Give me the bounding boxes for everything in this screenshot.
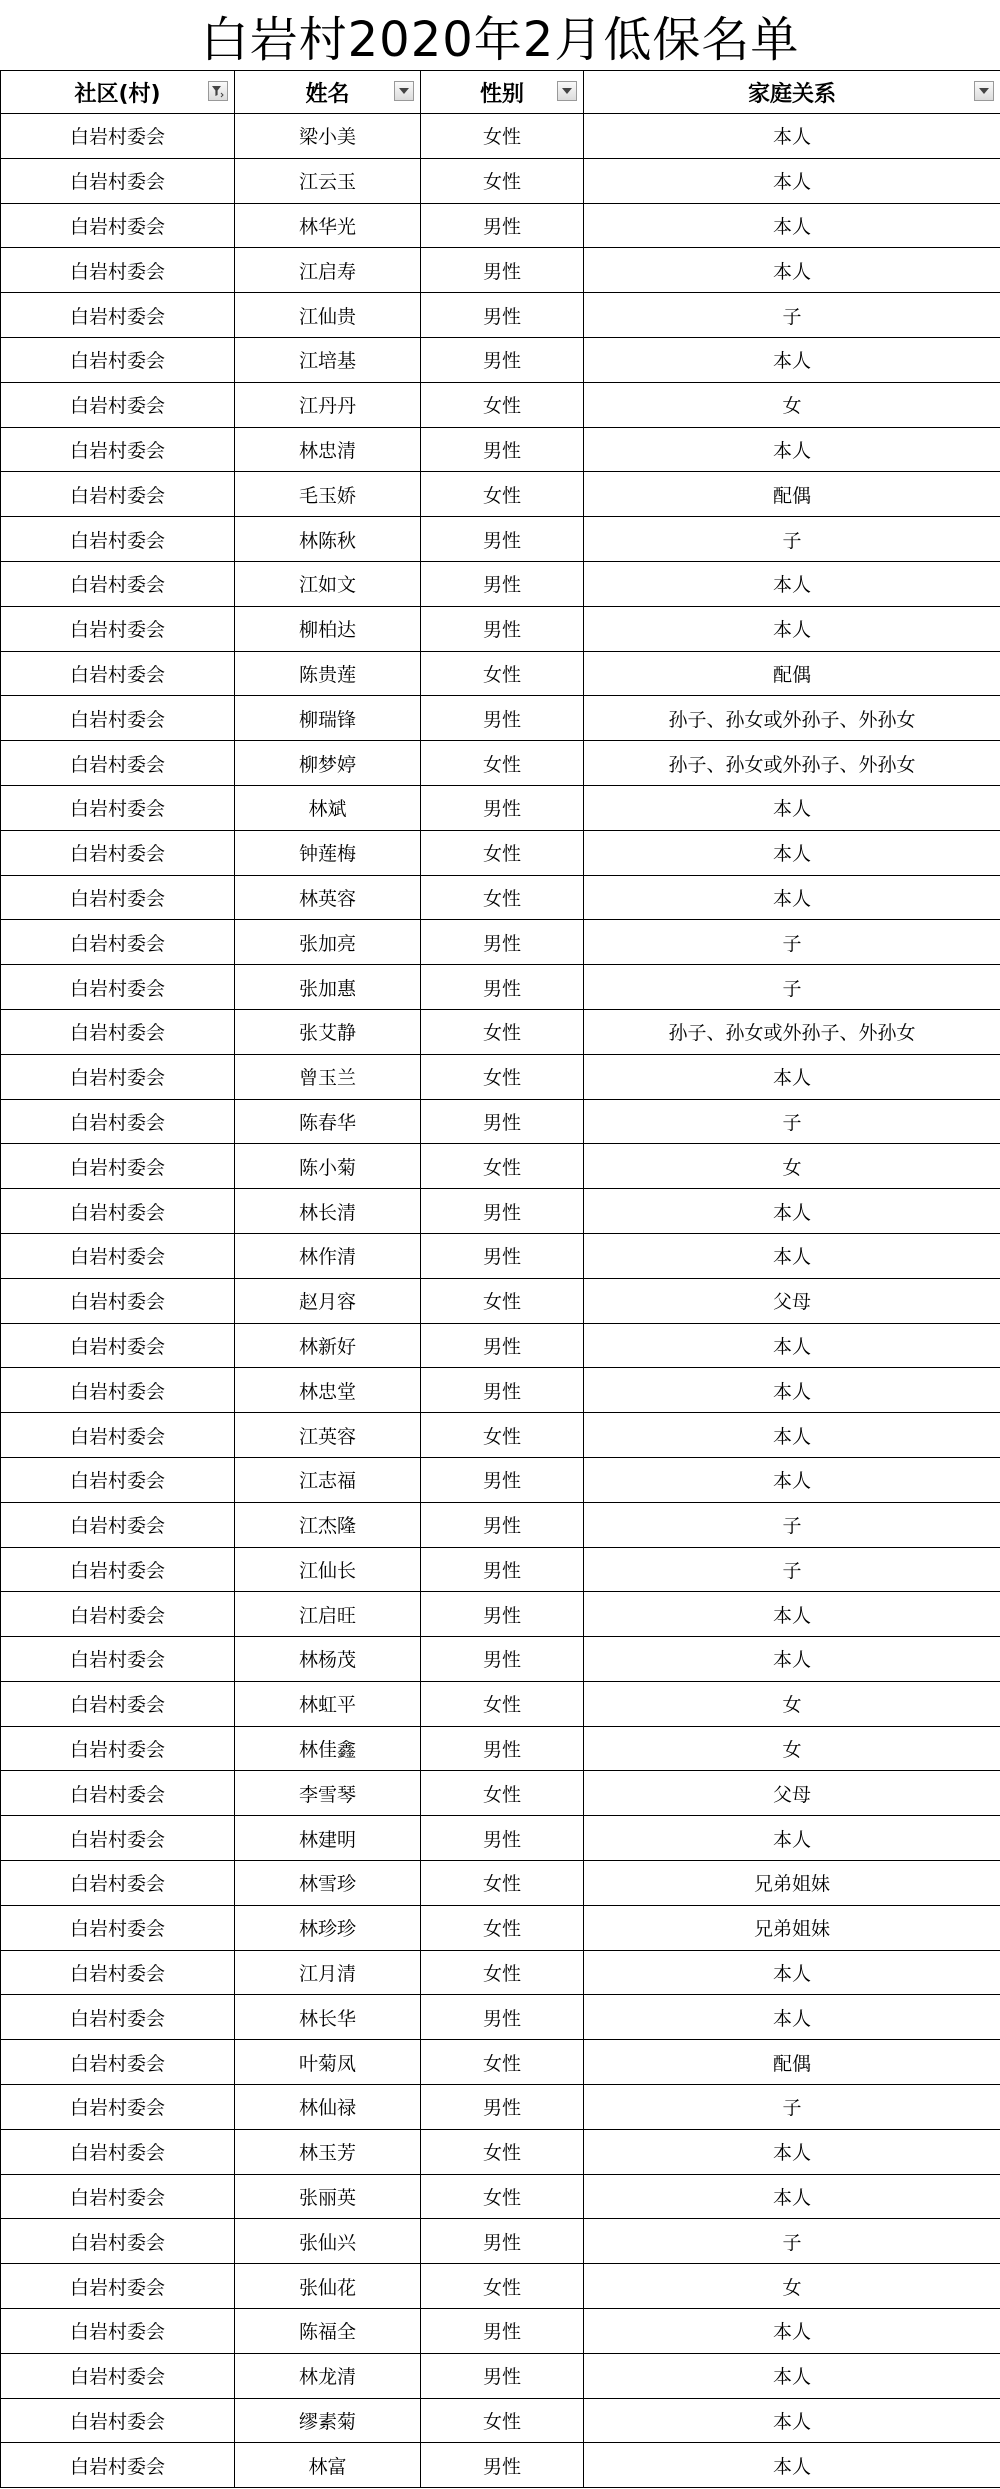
cell-name[interactable]: 柳柏达	[235, 606, 421, 651]
table-row	[1, 1368, 1000, 1413]
cell-relation[interactable]: 子	[584, 1547, 1000, 1592]
cell-name[interactable]: 江启旺	[235, 1592, 421, 1637]
cell-gender[interactable]: 女性	[421, 2398, 584, 2443]
cell-gender[interactable]: 女性	[421, 2129, 584, 2174]
cell-relation[interactable]: 女	[584, 2264, 1000, 2309]
cell-gender[interactable]: 男性	[421, 920, 584, 965]
dropdown-arrow-icon	[562, 88, 572, 94]
cell-gender[interactable]: 女性	[421, 651, 584, 696]
cell-gender[interactable]: 男性	[421, 203, 584, 248]
cell-relation[interactable]: 本人	[584, 606, 1000, 651]
cell-name[interactable]: 林忠清	[235, 427, 421, 472]
cell-name[interactable]: 梁小美	[235, 114, 421, 159]
cell-gender[interactable]: 女性	[421, 875, 584, 920]
cell-gender[interactable]: 男性	[421, 1726, 584, 1771]
table-row	[1, 427, 1000, 472]
cell-gender[interactable]: 男性	[421, 1099, 584, 1144]
table-row	[1, 830, 1000, 875]
cell-community[interactable]: 白岩村委会	[1, 1054, 235, 1099]
column-header-name-label: 姓名	[305, 81, 350, 107]
table-row	[1, 1592, 1000, 1637]
cell-relation[interactable]: 本人	[584, 114, 1000, 159]
cell-community[interactable]: 白岩村委会	[1, 382, 235, 427]
cell-community[interactable]: 白岩村委会	[1, 1009, 235, 1054]
cell-relation[interactable]: 子	[584, 517, 1000, 562]
cell-name[interactable]: 缪素菊	[235, 2398, 421, 2443]
cell-community[interactable]: 白岩村委会	[1, 1278, 235, 1323]
column-header-community	[1, 71, 235, 114]
cell-name[interactable]: 叶菊凤	[235, 2040, 421, 2085]
cell-relation[interactable]: 配偶	[584, 651, 1000, 696]
dropdown-arrow-icon	[979, 88, 989, 94]
cell-community[interactable]: 白岩村委会	[1, 1995, 235, 2040]
cell-community[interactable]: 白岩村委会	[1, 1681, 235, 1726]
cell-name[interactable]: 江英容	[235, 1413, 421, 1458]
cell-gender[interactable]: 女性	[421, 1278, 584, 1323]
table-row	[1, 1233, 1000, 1278]
cell-name[interactable]: 林建明	[235, 1816, 421, 1861]
cell-community[interactable]: 白岩村委会	[1, 561, 235, 606]
cell-name[interactable]: 林长清	[235, 1189, 421, 1234]
cell-community[interactable]: 白岩村委会	[1, 965, 235, 1010]
cell-gender[interactable]: 男性	[421, 1592, 584, 1637]
cell-relation[interactable]: 本人	[584, 2129, 1000, 2174]
cell-gender[interactable]: 男性	[421, 1502, 584, 1547]
cell-relation[interactable]: 本人	[584, 2353, 1000, 2398]
cell-community[interactable]: 白岩村委会	[1, 1905, 235, 1950]
cell-name[interactable]: 江培基	[235, 337, 421, 382]
table-row	[1, 382, 1000, 427]
column-header-relation	[584, 71, 1000, 114]
cell-name[interactable]: 江丹丹	[235, 382, 421, 427]
cell-community[interactable]: 白岩村委会	[1, 2219, 235, 2264]
table-row	[1, 1637, 1000, 1682]
cell-relation[interactable]: 本人	[584, 1950, 1000, 1995]
cell-community[interactable]: 白岩村委会	[1, 1189, 235, 1234]
table-row	[1, 1547, 1000, 1592]
cell-gender[interactable]: 女性	[421, 2174, 584, 2219]
cell-community[interactable]: 白岩村委会	[1, 517, 235, 562]
cell-relation[interactable]: 本人	[584, 1413, 1000, 1458]
cell-relation[interactable]: 本人	[584, 337, 1000, 382]
table-row	[1, 1009, 1000, 1054]
cell-relation[interactable]: 父母	[584, 1278, 1000, 1323]
cell-name[interactable]: 林斌	[235, 785, 421, 830]
table-row	[1, 1054, 1000, 1099]
cell-community[interactable]: 白岩村委会	[1, 1547, 235, 1592]
cell-community[interactable]: 白岩村委会	[1, 337, 235, 382]
table-row	[1, 1278, 1000, 1323]
cell-gender[interactable]: 女性	[421, 382, 584, 427]
cell-relation[interactable]: 本人	[584, 158, 1000, 203]
cell-name[interactable]: 陈福全	[235, 2309, 421, 2354]
cell-gender[interactable]: 男性	[421, 2219, 584, 2264]
table-row	[1, 2129, 1000, 2174]
table-row	[1, 2353, 1000, 2398]
table-row	[1, 337, 1000, 382]
cell-relation[interactable]: 子	[584, 1099, 1000, 1144]
cell-community[interactable]: 白岩村委会	[1, 1144, 235, 1189]
cell-gender[interactable]: 女性	[421, 2040, 584, 2085]
cell-name[interactable]: 江如文	[235, 561, 421, 606]
filter-dropdown-button-gender[interactable]	[557, 81, 577, 101]
cell-community[interactable]: 白岩村委会	[1, 2353, 235, 2398]
cell-gender[interactable]: 男性	[421, 965, 584, 1010]
table-row	[1, 517, 1000, 562]
cell-community[interactable]: 白岩村委会	[1, 1816, 235, 1861]
cell-gender[interactable]: 男性	[421, 785, 584, 830]
cell-name[interactable]: 林珍珍	[235, 1905, 421, 1950]
cell-relation[interactable]: 子	[584, 965, 1000, 1010]
cell-community[interactable]: 白岩村委会	[1, 2309, 235, 2354]
cell-name[interactable]: 张加惠	[235, 965, 421, 1010]
cell-name[interactable]: 林富	[235, 2443, 421, 2488]
table-row	[1, 1905, 1000, 1950]
cell-community[interactable]: 白岩村委会	[1, 2443, 235, 2488]
table-row	[1, 2309, 1000, 2354]
cell-gender[interactable]: 男性	[421, 1233, 584, 1278]
cell-relation[interactable]: 本人	[584, 1457, 1000, 1502]
column-header-relation-label: 家庭关系	[747, 81, 836, 107]
cell-community[interactable]: 白岩村委会	[1, 1861, 235, 1906]
cell-community[interactable]: 白岩村委会	[1, 830, 235, 875]
cell-community[interactable]: 白岩村委会	[1, 158, 235, 203]
cell-name[interactable]: 林新好	[235, 1323, 421, 1368]
cell-relation[interactable]: 配偶	[584, 2040, 1000, 2085]
cell-name[interactable]: 江仙贵	[235, 293, 421, 338]
cell-gender[interactable]: 男性	[421, 517, 584, 562]
filter-funnel-icon	[210, 83, 226, 99]
cell-relation[interactable]: 子	[584, 2219, 1000, 2264]
cell-relation[interactable]: 本人	[584, 2174, 1000, 2219]
filter-dropdown-button-relation[interactable]	[974, 81, 994, 101]
cell-gender[interactable]: 女性	[421, 158, 584, 203]
table-row	[1, 920, 1000, 965]
cell-name[interactable]: 赵月容	[235, 1278, 421, 1323]
cell-community[interactable]: 白岩村委会	[1, 1457, 235, 1502]
cell-name[interactable]: 柳梦婷	[235, 741, 421, 786]
cell-community[interactable]: 白岩村委会	[1, 1592, 235, 1637]
cell-relation[interactable]: 女	[584, 1681, 1000, 1726]
cell-relation[interactable]: 本人	[584, 875, 1000, 920]
table-row	[1, 1950, 1000, 1995]
cell-community[interactable]: 白岩村委会	[1, 1637, 235, 1682]
cell-name[interactable]: 林长华	[235, 1995, 421, 2040]
cell-gender[interactable]: 男性	[421, 606, 584, 651]
cell-community[interactable]: 白岩村委会	[1, 785, 235, 830]
table-row	[1, 1457, 1000, 1502]
cell-relation[interactable]: 子	[584, 293, 1000, 338]
cell-community[interactable]: 白岩村委会	[1, 114, 235, 159]
table-row	[1, 561, 1000, 606]
table-row	[1, 1771, 1000, 1816]
table-row	[1, 158, 1000, 203]
cell-gender[interactable]: 女性	[421, 1054, 584, 1099]
cell-gender[interactable]: 女性	[421, 1144, 584, 1189]
table-row	[1, 1726, 1000, 1771]
cell-gender[interactable]: 女性	[421, 114, 584, 159]
cell-relation[interactable]: 兄弟姐妹	[584, 1861, 1000, 1906]
table-row	[1, 2398, 1000, 2443]
table-row	[1, 2264, 1000, 2309]
cell-name[interactable]: 张艾静	[235, 1009, 421, 1054]
table-row	[1, 1816, 1000, 1861]
cell-name[interactable]: 张丽英	[235, 2174, 421, 2219]
table-row	[1, 1995, 1000, 2040]
cell-relation[interactable]: 女	[584, 382, 1000, 427]
table-body	[1, 114, 1000, 2488]
table-row	[1, 2219, 1000, 2264]
table-row	[1, 651, 1000, 696]
cell-name[interactable]: 林雪珍	[235, 1861, 421, 1906]
cell-relation[interactable]: 配偶	[584, 472, 1000, 517]
cell-gender[interactable]: 女性	[421, 1905, 584, 1950]
cell-relation[interactable]: 本人	[584, 248, 1000, 293]
table-row	[1, 785, 1000, 830]
cell-community[interactable]: 白岩村委会	[1, 2085, 235, 2130]
cell-community[interactable]: 白岩村委会	[1, 248, 235, 293]
table-row	[1, 1099, 1000, 1144]
cell-relation[interactable]: 孙子、孙女或外孙子、外孙女	[584, 1009, 1000, 1054]
cell-community[interactable]: 白岩村委会	[1, 203, 235, 248]
cell-gender[interactable]: 男性	[421, 2309, 584, 2354]
cell-gender[interactable]: 女性	[421, 830, 584, 875]
cell-community[interactable]: 白岩村委会	[1, 472, 235, 517]
table-row	[1, 1681, 1000, 1726]
cell-gender[interactable]: 女性	[421, 1009, 584, 1054]
dropdown-arrow-icon	[399, 88, 409, 94]
cell-name[interactable]: 林作清	[235, 1233, 421, 1278]
table-row	[1, 472, 1000, 517]
cell-community[interactable]: 白岩村委会	[1, 2129, 235, 2174]
table-row	[1, 606, 1000, 651]
table-row	[1, 741, 1000, 786]
cell-relation[interactable]: 父母	[584, 1771, 1000, 1816]
cell-gender[interactable]: 男性	[421, 2085, 584, 2130]
table-row	[1, 114, 1000, 159]
cell-community[interactable]: 白岩村委会	[1, 696, 235, 741]
table-row	[1, 2174, 1000, 2219]
cell-name[interactable]: 陈小菊	[235, 1144, 421, 1189]
cell-name[interactable]: 张仙兴	[235, 2219, 421, 2264]
cell-gender[interactable]: 女性	[421, 1771, 584, 1816]
cell-community[interactable]: 白岩村委会	[1, 1950, 235, 1995]
cell-gender[interactable]: 男性	[421, 1816, 584, 1861]
cell-relation[interactable]: 子	[584, 1502, 1000, 1547]
cell-community[interactable]: 白岩村委会	[1, 427, 235, 472]
cell-community[interactable]: 白岩村委会	[1, 606, 235, 651]
cell-gender[interactable]: 男性	[421, 1323, 584, 1368]
cell-name[interactable]: 柳瑞锋	[235, 696, 421, 741]
cell-gender[interactable]: 男性	[421, 1457, 584, 1502]
cell-gender[interactable]: 女性	[421, 2264, 584, 2309]
cell-relation[interactable]: 本人	[584, 1323, 1000, 1368]
table-row	[1, 696, 1000, 741]
cell-gender[interactable]: 男性	[421, 2443, 584, 2488]
cell-relation[interactable]: 本人	[584, 2398, 1000, 2443]
cell-relation[interactable]: 本人	[584, 203, 1000, 248]
table-row	[1, 1861, 1000, 1906]
cell-community[interactable]: 白岩村委会	[1, 1233, 235, 1278]
cell-gender[interactable]: 男性	[421, 1189, 584, 1234]
table-row	[1, 965, 1000, 1010]
cell-community[interactable]: 白岩村委会	[1, 1099, 235, 1144]
cell-name[interactable]: 林仙禄	[235, 2085, 421, 2130]
cell-name[interactable]: 张仙花	[235, 2264, 421, 2309]
table-row	[1, 1189, 1000, 1234]
cell-relation[interactable]: 子	[584, 920, 1000, 965]
column-header-gender-label: 性别	[479, 81, 524, 107]
cell-gender[interactable]: 男性	[421, 696, 584, 741]
cell-community[interactable]: 白岩村委会	[1, 2174, 235, 2219]
cell-name[interactable]: 曾玉兰	[235, 1054, 421, 1099]
cell-gender[interactable]: 女性	[421, 1413, 584, 1458]
cell-community[interactable]: 白岩村委会	[1, 1413, 235, 1458]
cell-community[interactable]: 白岩村委会	[1, 920, 235, 965]
header-row	[1, 71, 1000, 114]
cell-name[interactable]: 林陈秋	[235, 517, 421, 562]
cell-relation[interactable]: 子	[584, 2085, 1000, 2130]
cell-community[interactable]: 白岩村委会	[1, 293, 235, 338]
table-row	[1, 2443, 1000, 2488]
table-row	[1, 2085, 1000, 2130]
column-header-community-label: 社区(村)	[74, 81, 161, 107]
cell-name[interactable]: 钟莲梅	[235, 830, 421, 875]
cell-relation[interactable]: 本人	[584, 1637, 1000, 1682]
filter-active-button-community[interactable]	[208, 81, 228, 101]
cell-gender[interactable]: 女性	[421, 1861, 584, 1906]
cell-community[interactable]: 白岩村委会	[1, 2398, 235, 2443]
table-row	[1, 1502, 1000, 1547]
cell-community[interactable]: 白岩村委会	[1, 1771, 235, 1816]
cell-relation[interactable]: 本人	[584, 1592, 1000, 1637]
cell-community[interactable]: 白岩村委会	[1, 2264, 235, 2309]
cell-name[interactable]: 江志福	[235, 1457, 421, 1502]
table-row	[1, 1144, 1000, 1189]
column-header-gender	[421, 71, 584, 114]
cell-name[interactable]: 林龙清	[235, 2353, 421, 2398]
cell-gender[interactable]: 女性	[421, 741, 584, 786]
column-header-name	[235, 71, 421, 114]
roster-table	[0, 70, 1000, 2488]
cell-relation[interactable]: 女	[584, 1144, 1000, 1189]
cell-community[interactable]: 白岩村委会	[1, 2040, 235, 2085]
table-row	[1, 875, 1000, 920]
cell-name[interactable]: 江启寿	[235, 248, 421, 293]
cell-name[interactable]: 林英容	[235, 875, 421, 920]
cell-name[interactable]: 江杰隆	[235, 1502, 421, 1547]
cell-community[interactable]: 白岩村委会	[1, 1726, 235, 1771]
cell-relation[interactable]: 本人	[584, 1368, 1000, 1413]
cell-name[interactable]: 林佳鑫	[235, 1726, 421, 1771]
cell-gender[interactable]: 男性	[421, 561, 584, 606]
table-row	[1, 203, 1000, 248]
cell-gender[interactable]: 男性	[421, 337, 584, 382]
cell-relation[interactable]: 女	[584, 1726, 1000, 1771]
cell-name[interactable]: 陈贵莲	[235, 651, 421, 696]
cell-gender[interactable]: 男性	[421, 248, 584, 293]
cell-name[interactable]: 李雪琴	[235, 1771, 421, 1816]
cell-relation[interactable]: 本人	[584, 1054, 1000, 1099]
cell-gender[interactable]: 男性	[421, 1637, 584, 1682]
cell-relation[interactable]: 本人	[584, 1816, 1000, 1861]
cell-community[interactable]: 白岩村委会	[1, 1323, 235, 1368]
cell-relation[interactable]: 本人	[584, 785, 1000, 830]
cell-name[interactable]: 毛玉娇	[235, 472, 421, 517]
cell-gender[interactable]: 男性	[421, 1547, 584, 1592]
cell-gender[interactable]: 男性	[421, 2353, 584, 2398]
cell-name[interactable]: 林杨茂	[235, 1637, 421, 1682]
cell-gender[interactable]: 女性	[421, 1681, 584, 1726]
cell-relation[interactable]: 孙子、孙女或外孙子、外孙女	[584, 741, 1000, 786]
cell-gender[interactable]: 男性	[421, 1995, 584, 2040]
cell-relation[interactable]: 本人	[584, 1233, 1000, 1278]
table-row	[1, 248, 1000, 293]
cell-gender[interactable]: 男性	[421, 1368, 584, 1413]
cell-relation[interactable]: 孙子、孙女或外孙子、外孙女	[584, 696, 1000, 741]
cell-community[interactable]: 白岩村委会	[1, 1502, 235, 1547]
cell-relation[interactable]: 本人	[584, 830, 1000, 875]
filter-dropdown-button-name[interactable]	[394, 81, 414, 101]
cell-community[interactable]: 白岩村委会	[1, 741, 235, 786]
table-row	[1, 293, 1000, 338]
cell-relation[interactable]: 本人	[584, 1189, 1000, 1234]
cell-relation[interactable]: 兄弟姐妹	[584, 1905, 1000, 1950]
cell-relation[interactable]: 本人	[584, 561, 1000, 606]
sheet-title: 白岩村2020年2月低保名单	[200, 11, 800, 68]
cell-name[interactable]: 林华光	[235, 203, 421, 248]
table-row	[1, 1413, 1000, 1458]
cell-gender[interactable]: 男性	[421, 427, 584, 472]
cell-name[interactable]: 江云玉	[235, 158, 421, 203]
cell-name[interactable]: 江仙长	[235, 1547, 421, 1592]
cell-relation[interactable]: 本人	[584, 1995, 1000, 2040]
cell-community[interactable]: 白岩村委会	[1, 651, 235, 696]
cell-gender[interactable]: 男性	[421, 293, 584, 338]
cell-name[interactable]: 林忠堂	[235, 1368, 421, 1413]
cell-relation[interactable]: 本人	[584, 2443, 1000, 2488]
cell-name[interactable]: 江月清	[235, 1950, 421, 1995]
cell-gender[interactable]: 女性	[421, 472, 584, 517]
cell-name[interactable]: 林玉芳	[235, 2129, 421, 2174]
cell-relation[interactable]: 本人	[584, 427, 1000, 472]
cell-gender[interactable]: 女性	[421, 1950, 584, 1995]
cell-community[interactable]: 白岩村委会	[1, 875, 235, 920]
table-row	[1, 1323, 1000, 1368]
table-row	[1, 2040, 1000, 2085]
cell-name[interactable]: 林虹平	[235, 1681, 421, 1726]
cell-community[interactable]: 白岩村委会	[1, 1368, 235, 1413]
cell-name[interactable]: 张加亮	[235, 920, 421, 965]
cell-relation[interactable]: 本人	[584, 2309, 1000, 2354]
cell-name[interactable]: 陈春华	[235, 1099, 421, 1144]
